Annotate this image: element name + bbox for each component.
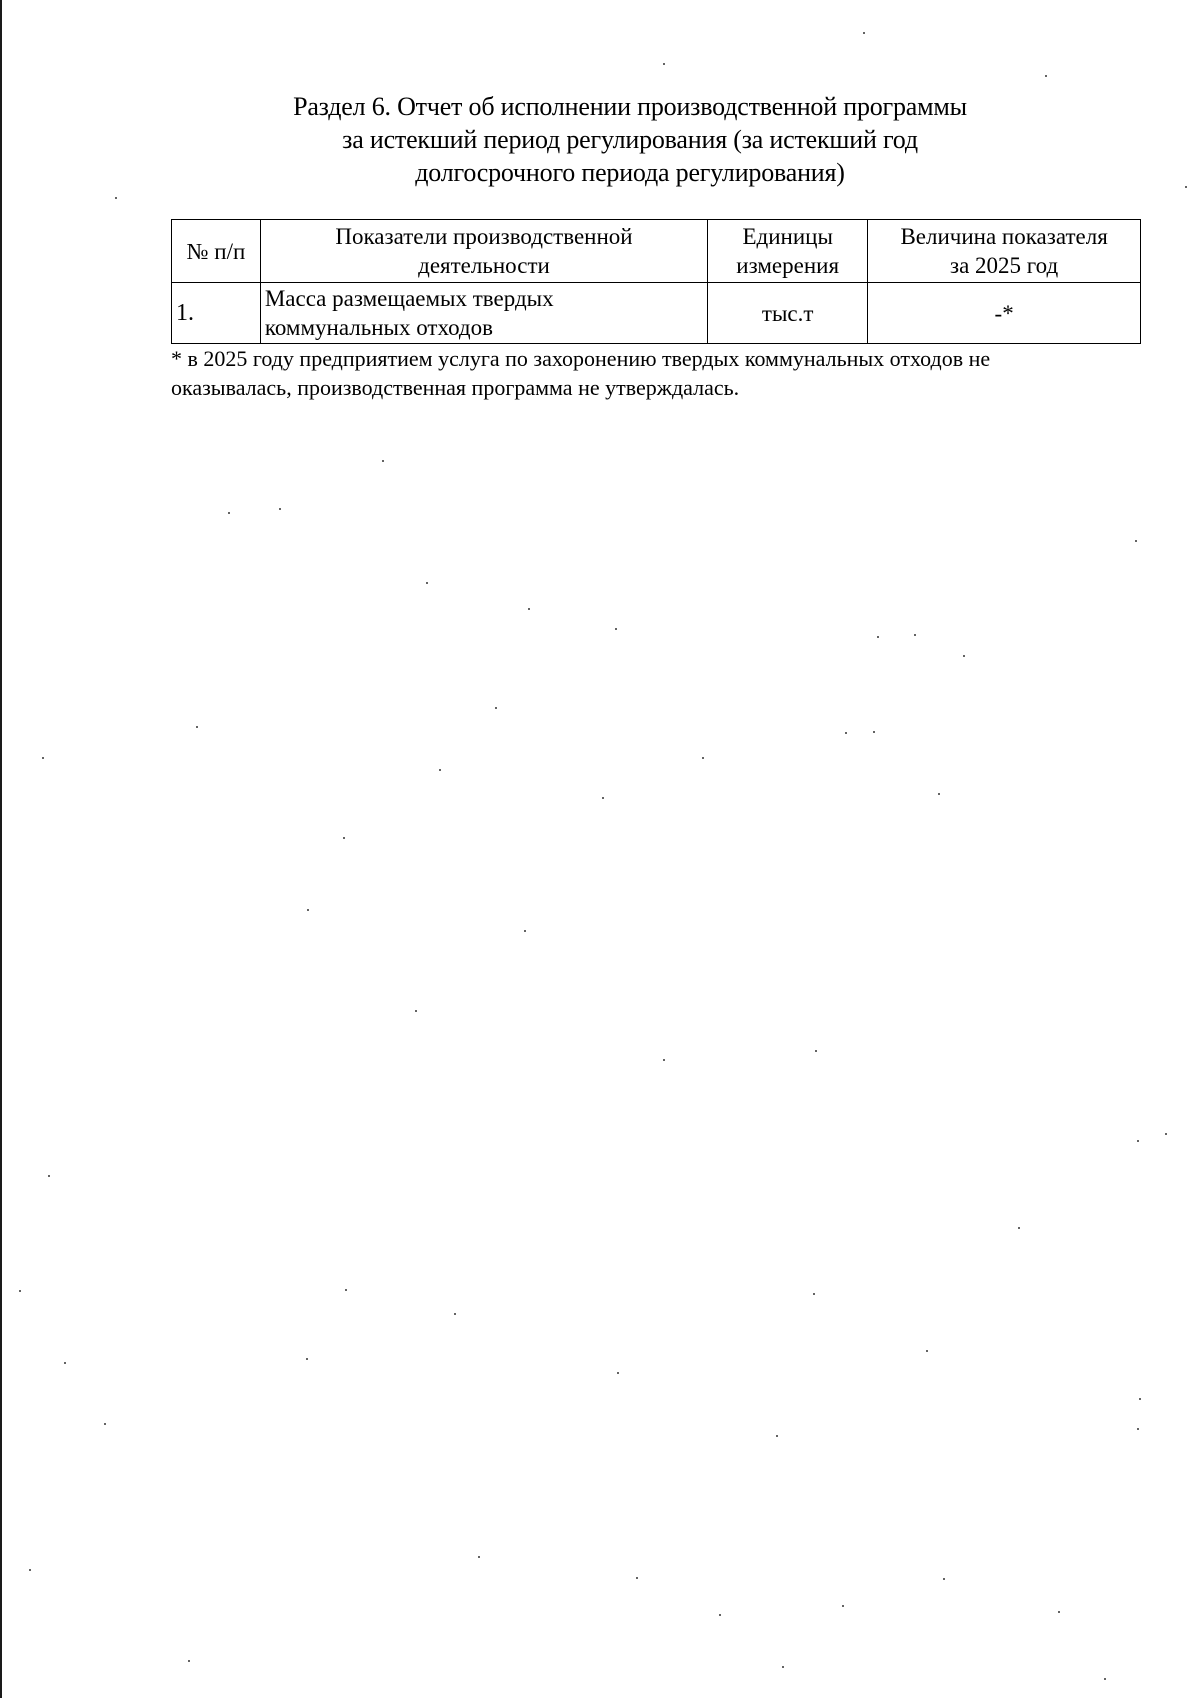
cell-indicator-line: Масса размещаемых твердых	[264, 286, 554, 311]
section-title-line: за истекший период регулирования (за истекший год	[342, 125, 918, 154]
scan-edge-line	[0, 0, 2, 1698]
scan-speck	[845, 732, 847, 734]
cell-value: -*	[868, 283, 1141, 344]
scan-speck	[48, 1175, 50, 1177]
header-unit-line: измерения	[736, 253, 840, 278]
scan-speck	[306, 1358, 308, 1360]
scan-speck	[815, 1050, 817, 1052]
footnote-line: * в 2025 году предприятием услуга по захоронению твердых коммунальных отходов не	[171, 346, 991, 371]
section-title-line: Раздел 6. Отчет об исполнении производственной программы	[293, 92, 967, 121]
scan-speck	[343, 837, 345, 839]
scan-speck	[524, 930, 526, 932]
scan-speck	[115, 197, 117, 199]
scan-speck	[602, 797, 604, 799]
header-unit	[708, 220, 868, 283]
scan-speck	[1135, 540, 1137, 542]
scan-speck	[42, 757, 44, 759]
table-header-row	[172, 220, 1141, 283]
scan-speck	[1165, 1133, 1167, 1135]
production-program-table	[171, 219, 1141, 344]
scan-speck	[1018, 1227, 1020, 1229]
scan-speck	[1137, 1428, 1139, 1430]
scan-speck	[776, 1435, 778, 1437]
scan-speck	[345, 1289, 347, 1291]
header-unit-line: Единицы	[742, 224, 833, 249]
scan-speck	[104, 1423, 106, 1425]
header-value-line: за 2025 год	[950, 253, 1059, 278]
scan-speck	[279, 508, 281, 510]
scan-speck	[782, 1666, 784, 1668]
scan-speck	[938, 793, 940, 795]
cell-number: 1.	[172, 283, 261, 344]
scan-speck	[842, 1605, 844, 1607]
scan-speck	[528, 608, 530, 610]
scan-speck	[1137, 1140, 1139, 1142]
header-value	[868, 220, 1141, 283]
scan-speck	[663, 63, 665, 65]
scan-speck	[196, 726, 198, 728]
cell-indicator-line: коммунальных отходов	[264, 315, 493, 340]
scan-speck	[29, 1569, 31, 1571]
scan-speck	[439, 769, 441, 771]
scan-speck	[926, 1350, 928, 1352]
scan-speck	[19, 1290, 21, 1292]
scan-speck	[64, 1362, 66, 1364]
footnote-line: оказывалась, производственная программа не утверждалась.	[171, 375, 740, 400]
scan-speck	[663, 1059, 665, 1061]
scan-speck	[1185, 186, 1187, 188]
footnote	[171, 344, 1131, 402]
scan-speck	[702, 757, 704, 759]
scan-speck	[1104, 1678, 1106, 1680]
scan-speck	[943, 1578, 945, 1580]
scan-speck	[863, 32, 865, 34]
scan-speck	[873, 731, 875, 733]
scan-speck	[636, 1577, 638, 1579]
scan-speck	[813, 1293, 815, 1295]
scan-speck	[454, 1313, 456, 1315]
scan-speck	[963, 655, 965, 657]
scan-speck	[615, 628, 617, 630]
cell-indicator	[260, 283, 707, 344]
scan-speck	[228, 512, 230, 514]
header-number	[172, 220, 261, 283]
scan-speck	[382, 460, 384, 462]
scan-speck	[1045, 75, 1047, 77]
header-indicator-line: деятельности	[418, 253, 550, 278]
scan-speck	[188, 1660, 190, 1662]
header-number-label: № п/п	[186, 238, 246, 264]
scan-speck	[1139, 1398, 1141, 1400]
scan-speck	[877, 636, 879, 638]
section-title-line: долгосрочного периода регулирования)	[415, 158, 845, 187]
header-indicator-line: Показатели производственной	[335, 224, 633, 249]
scan-speck	[426, 582, 428, 584]
scan-speck	[415, 1010, 417, 1012]
cell-unit: тыс.т	[708, 283, 868, 344]
scan-speck	[307, 909, 309, 911]
section-title	[170, 90, 1090, 189]
table-row	[172, 283, 1141, 344]
scan-speck	[719, 1614, 721, 1616]
scan-speck	[914, 634, 916, 636]
scan-speck	[1058, 1611, 1060, 1613]
header-value-line: Величина показателя	[900, 224, 1108, 249]
scan-speck	[478, 1556, 480, 1558]
scan-speck	[495, 707, 497, 709]
header-indicator	[260, 220, 707, 283]
scan-speck	[617, 1372, 619, 1374]
